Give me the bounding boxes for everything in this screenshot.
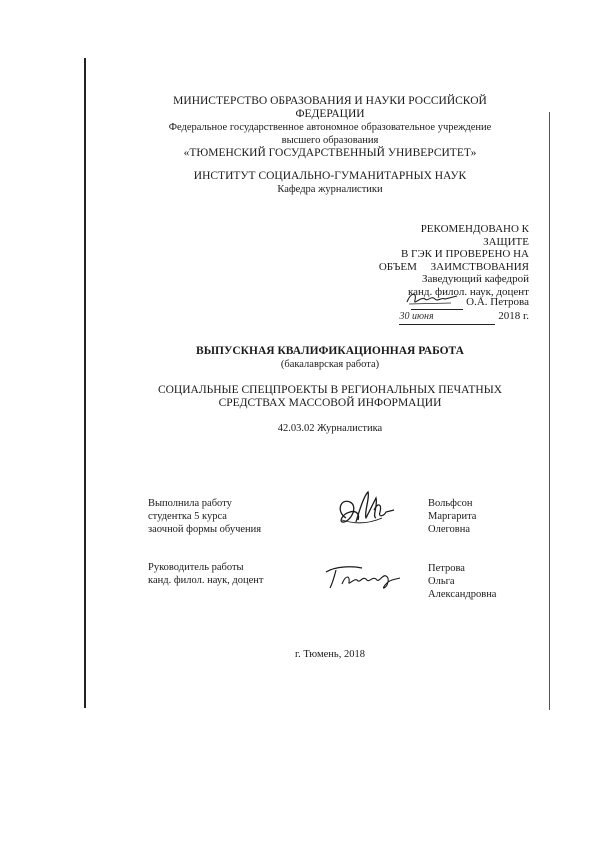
author-surname: Вольфсон xyxy=(428,498,473,509)
institution-header xyxy=(100,122,560,147)
handwritten-date: 30 июня xyxy=(399,311,495,325)
city-year: г. Тюмень, 2018 xyxy=(295,649,365,660)
ministry-header xyxy=(100,95,560,121)
supervisor-surname: Петрова xyxy=(428,563,465,574)
approval-line-4: ОБЪЕМ ЗАИМСТВОВАНИЯ xyxy=(378,260,529,273)
supervisor-patronymic: Александровна xyxy=(428,589,497,600)
supervisor-name xyxy=(428,562,538,601)
approval-line-3: В ГЭК И ПРОВЕРЕНО НА xyxy=(400,248,529,260)
supervisor-role-line-1: Руководитель работы xyxy=(148,562,244,573)
approval-line-2: ЗАЩИТЕ xyxy=(483,235,529,248)
approval-block xyxy=(360,223,529,298)
ministry-line-1: МИНИСТЕРСТВО ОБРАЗОВАНИЯ И НАУКИ РОССИЙСКОЙ xyxy=(173,95,487,107)
author-role-line-3: заочной формы обучения xyxy=(148,524,262,535)
supervisor-role xyxy=(148,561,318,587)
supervisor-role-line-2: канд. филол. наук, доцент xyxy=(148,575,264,586)
approval-line-5: Заведующий кафедрой xyxy=(422,273,529,285)
supervisor-first-name: Ольга xyxy=(428,576,455,587)
approval-line-6: канд. филол. наук, доцент xyxy=(407,285,529,298)
specialty: 42.03.02 Журналистика xyxy=(277,423,383,434)
work-title-line-2: СРЕДСТВАХ МАССОВОЙ ИНФОРМАЦИИ xyxy=(218,397,442,409)
head-signature-image xyxy=(403,290,459,308)
work-type: ВЫПУСКНАЯ КВАЛИФИКАЦИОННАЯ РАБОТА xyxy=(196,345,464,357)
institution-line-2: высшего образования xyxy=(281,134,379,146)
institution-line-1: Федеральное государственное автономное образовательное учреждение xyxy=(168,122,492,133)
author-role-line-2: студентка 5 курса xyxy=(148,511,227,522)
scan-edge-right xyxy=(549,112,550,710)
approval-date-line xyxy=(398,310,529,325)
department-name: Кафедра журналистики xyxy=(277,184,383,195)
approval-year: 2018 г. xyxy=(498,310,529,322)
work-title xyxy=(100,384,560,410)
work-title-line-1: СОЦИАЛЬНЫЕ СПЕЦПРОЕКТЫ В РЕГИОНАЛЬНЫХ ПЕЧАТНЫХ xyxy=(157,384,503,396)
author-role xyxy=(148,497,308,536)
university-name: «ТЮМЕНСКИЙ ГОСУДАРСТВЕННЫЙ УНИВЕРСИТЕТ» xyxy=(183,147,477,159)
approval-line-1: РЕКОМЕНДОВАНО К xyxy=(420,223,529,235)
scan-edge-left xyxy=(84,58,86,708)
author-role-line-1: Выполнила работу xyxy=(148,498,232,509)
author-patronymic: Олеговна xyxy=(428,524,471,535)
ministry-line-2: ФЕДЕРАЦИИ xyxy=(295,108,365,120)
author-name xyxy=(428,497,538,536)
author-signature-image xyxy=(334,488,396,532)
work-subtype: (бакалаврская работа) xyxy=(280,359,380,370)
supervisor-signature-image xyxy=(322,562,402,592)
head-name: О.А. Петрова xyxy=(466,296,529,308)
institute-name: ИНСТИТУТ СОЦИАЛЬНО-ГУМАНИТАРНЫХ НАУК xyxy=(193,170,467,182)
author-first-name: Маргарита xyxy=(428,511,477,522)
